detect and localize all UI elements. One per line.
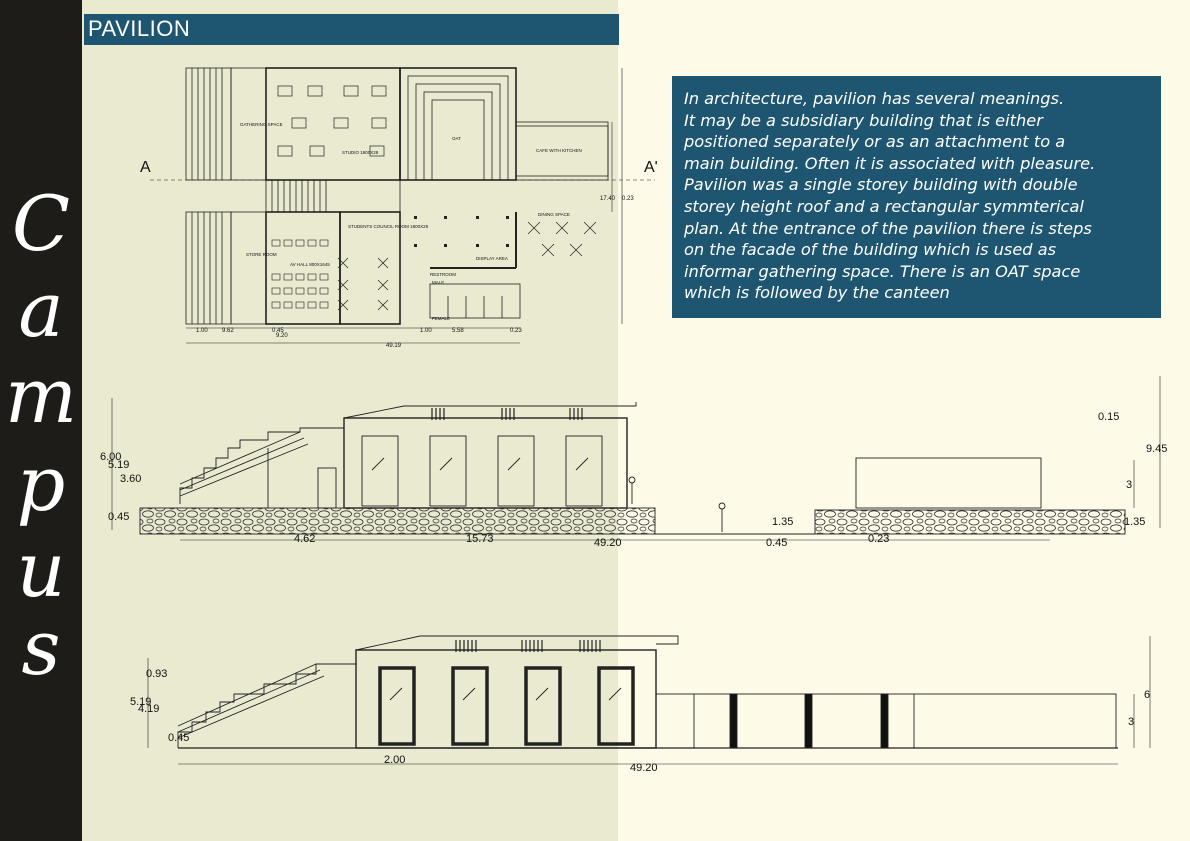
plan-studio-tables [278,86,386,156]
elevation-dim: 2.00 [384,754,406,766]
section-dim: 9.45 [1146,443,1168,455]
description-line: storey height roof and a rectangular symmterical [684,196,1084,216]
plan-columns [414,216,509,247]
elevation-dim-total: 49.20 [630,762,658,774]
plan-dim: 1.00 [196,328,208,334]
plan-dim: 0.23 [510,328,522,334]
room-label-av-hall: AV HALL 800X1645 [290,262,330,267]
plan-steps-top [186,68,231,180]
plan-dim: 17.40 [600,196,616,202]
room-label-council: STUDENTS COUNCIL ROOM 1800X28 [348,224,429,229]
elevation-dim: 0.93 [146,668,168,680]
section-dim: 6.00 [100,451,122,463]
sidebar-letter: p [16,439,66,528]
description-line: main building. Often it is associated with pleasure. [684,153,1096,173]
section-dim: 4.62 [294,533,316,545]
elevation-dim: 6 [1144,689,1151,701]
room-label-gathering: GATHERING SPACE [240,122,283,127]
sidebar-letter: m [4,351,78,440]
description-line: informar gathering space. There is an OAT space [684,261,1081,281]
section-dim: 0.45 [766,537,788,549]
plan-dim: 9.62 [222,328,234,334]
plan-dim-total: 49.19 [386,343,402,349]
plan-dim: 0.23 [622,196,634,202]
section-dim-total: 49.20 [594,537,622,549]
floor-plan [150,68,655,343]
section-dim: 15.73 [466,533,494,545]
section-dim: 0.15 [1098,411,1120,423]
section-dim: 0.45 [108,511,130,523]
description-line: on the facade of the building which is used as [684,240,1057,260]
room-label-oat: OAT [452,136,461,141]
section-mark-a: A [140,159,151,176]
description-line: It may be a subsidiary building that is either [684,110,1043,130]
sidebar-letter: a [18,265,64,354]
plan-dim: 0.45 [272,328,284,334]
sidebar-letter: s [21,603,61,692]
description-line: plan. At the entrance of the pavilion there is steps [684,218,1092,238]
room-label-dining: DINING SPACE [538,212,570,217]
section-dim: 1.35 [1124,516,1146,528]
section-dim: 3 [1126,479,1133,491]
section-dim: 5.19 [108,459,130,471]
description-line: Pavilion was a single storey building with double [684,175,1078,195]
elevation-dim: 4.19 [138,703,160,715]
room-label-cafe: CAFE WITH KITCHEN [536,148,582,153]
plan-labels [140,122,658,349]
room-label-male: MALE [432,280,445,285]
plan-dining-tables [338,222,596,310]
room-label-restroom: RESTROOM [430,272,457,277]
elevation-dim: 3 [1128,716,1135,728]
plan-steps-bottom [186,212,231,324]
plan-dim: 1.00 [420,328,432,334]
elevation-dim: 5.19 [130,696,152,708]
room-label-display: DISPLAY AREA [476,256,508,261]
sidebar-letter: C [11,179,71,268]
room-label-store: STORE ROOM [246,252,277,257]
description-line: which is followed by the canteen [684,283,950,303]
section-dim: 3.60 [120,473,142,485]
sidebar-letter: u [16,525,66,614]
elevation-dim: 0.45 [168,732,190,744]
plan-av-seats [272,240,328,308]
section-drawing [112,376,1160,540]
page-title: PAVILION [88,16,191,41]
plan-dim: 9.20 [276,333,288,339]
section-dim: 1.35 [772,516,794,528]
section-dim: 0.23 [868,533,890,545]
elevation-drawing [148,636,1150,764]
plan-dim: 5.58 [452,328,464,334]
description-line: positioned separately or as an attachment to a [684,132,1066,152]
room-label-studio: STUDIO 1800X28 [342,150,379,155]
section-mark-a-prime: A' [644,159,658,176]
description-line: In architecture, pavilion has several meanings. [684,89,1065,108]
room-label-female: FEMALE [432,316,451,321]
